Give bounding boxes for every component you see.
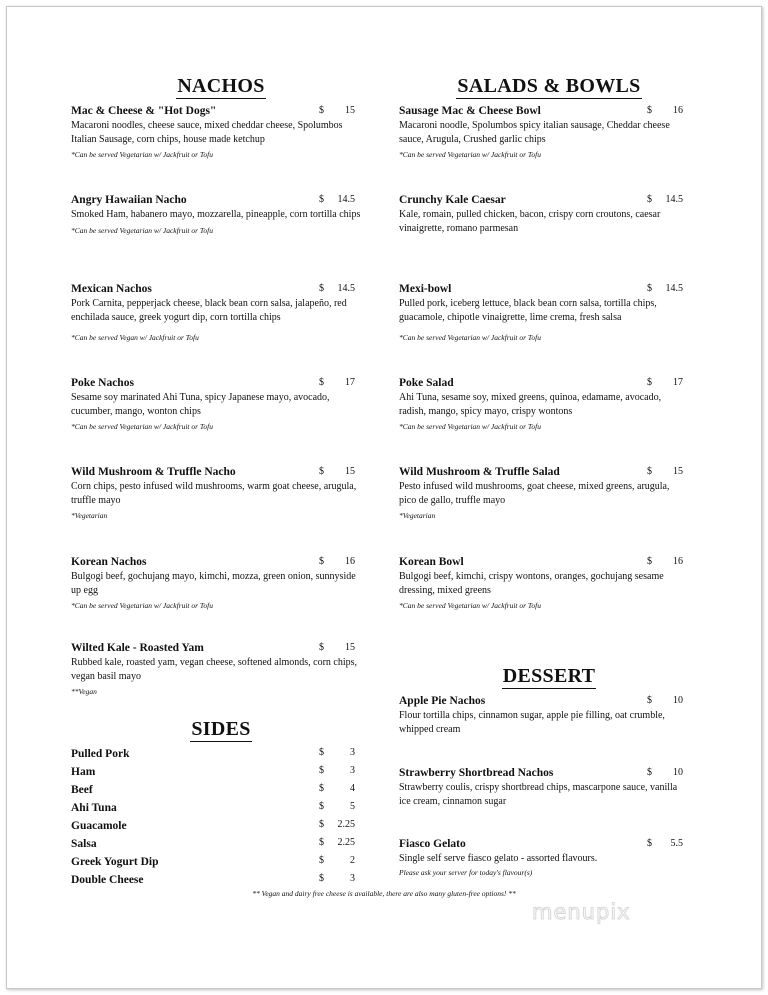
side-item: Salsa $ 2.25: [71, 837, 355, 850]
side-item: Greek Yogurt Dip $ 2: [71, 855, 355, 868]
menu-item: Korean Nachos $ 16 Bulgogi beef, gochujang mayo, kimchi, mozza, green onion, sunnyside up egg *Can be served Vegetarian w/ Jackfruit or Tofu: [71, 556, 356, 610]
side-item: Ham $ 3: [71, 765, 355, 778]
section-heading-dessert: DESSERT: [502, 665, 596, 687]
menu-item: Mexi-bowl $ 14.5 Pulled pork, iceberg lettuce, black bean corn salsa, tortilla chips, guacamole, chipotle vinaigrette, lime crema, fresh salsa *Can be served Vegetarian w/ Jackfruit or Tofu: [399, 283, 683, 342]
item-price: 15: [345, 105, 355, 116]
item-price: 10: [673, 695, 683, 706]
menu-item: Wild Mushroom & Truffle Salad $ 15 Pesto infused wild mushrooms, goat cheese, mixed greens, arugula, pico de gallo, truffle mayo *Vegetarian: [399, 466, 683, 520]
section-heading-salads: SALADS & BOWLS: [457, 75, 641, 97]
item-price: 5.5: [670, 838, 683, 849]
menu-item: Mexican Nachos $ 14.5 Pork Carnita, pepperjack cheese, black bean corn salsa, jalapeño, red enchilada sauce, greek yogurt dip, corn tortilla chips *Can be served Vegan w/ Jackfruit or Tofu: [71, 283, 355, 342]
item-price: 10: [673, 767, 683, 778]
menu-item: Korean Bowl $ 16 Bulgogi beef, kimchi, crispy wontons, oranges, gochujang sesame dressing, mixed greens *Can be served Vegetarian w/ Jackfruit or Tofu: [399, 556, 683, 610]
item-price: 14.5: [665, 194, 683, 205]
item-price: 17: [673, 377, 683, 388]
menu-item: Wilted Kale - Roasted Yam $ 15 Rubbed kale, roasted yam, vegan cheese, softened almonds, corn chips, vegan basil mayo **Vegan: [71, 642, 358, 696]
item-price: 14.5: [337, 194, 355, 205]
side-item: Pulled Pork $ 3: [71, 747, 355, 760]
item-price: 15: [345, 466, 355, 477]
item-price: 14.5: [665, 283, 683, 294]
side-item: Ahi Tuna $ 5: [71, 801, 355, 814]
section-heading-sides: SIDES: [191, 718, 251, 740]
footer-note: ** Vegan and dairy free cheese is available, there are also many gluten-free options! **: [252, 889, 516, 898]
item-price: 15: [673, 466, 683, 477]
side-item: Beef $ 4: [71, 783, 355, 796]
section-heading-nachos: NACHOS: [177, 75, 265, 97]
menu-item: Sausage Mac & Cheese Bowl $ 16 Macaroni noodle, Spolumbos spicy italian sausage, Cheddar cheese sauce, Arugula, Crushed garlic chips *Can be served Vegetarian w/ Jackfruit or Tofu: [399, 105, 683, 159]
menu-item: Poke Nachos $ 17 Sesame soy marinated Ahi Tuna, spicy Japanese mayo, avocado, cucumber, mango, wonton chips *Can be served Vegetarian w/ Jackfruit or Tofu: [71, 377, 355, 431]
item-price: 15: [345, 642, 355, 653]
watermark: menupix: [532, 900, 631, 924]
menu-item: Crunchy Kale Caesar $ 14.5 Kale, romain, pulled chicken, bacon, crispy corn croutons, caesar vinaigrette, romano parmesan: [399, 194, 683, 234]
side-item: Guacamole $ 2.25: [71, 819, 355, 832]
menu-item: Mac & Cheese & "Hot Dogs" $ 15 Macaroni noodles, cheese sauce, mixed cheddar cheese, Spolumbos Italian Sausage, corn chips, house made ketchup *Can be served Vegetarian w/ Jackfruit or Tofu: [71, 105, 355, 159]
menu-item: Fiasco Gelato $ 5.5 Single self serve fiasco gelato - assorted flavours. Please ask your server for today's flavour(s): [399, 838, 683, 877]
menu-item: Wild Mushroom & Truffle Nacho $ 15 Corn chips, pesto infused wild mushrooms, warm goat cheese, arugula, truffle mayo *Vegetarian: [71, 466, 357, 520]
menu-item: Angry Hawaiian Nacho $ 14.5 Smoked Ham, habanero mayo, mozzarella, pineapple, corn tortilla chips *Can be served Vegetarian w/ Jackfruit or Tofu: [71, 194, 361, 235]
item-price: 16: [673, 556, 683, 567]
menu-item: Apple Pie Nachos $ 10 Flour tortilla chips, cinnamon sugar, apple pie filling, oat crumble, whipped cream: [399, 695, 683, 735]
item-price: 16: [345, 556, 355, 567]
menu-item: Strawberry Shortbread Nachos $ 10 Strawberry coulis, crispy shortbread chips, mascarpone sauce, vanilla ice cream, cinnamon sugar: [399, 767, 683, 807]
menu-item: Poke Salad $ 17 Ahi Tuna, sesame soy, mixed greens, quinoa, edamame, avocado, radish, mango, spicy mayo, crispy wontons *Can be served Vegetarian w/ Jackfruit or Tofu: [399, 377, 683, 431]
item-price: 17: [345, 377, 355, 388]
item-price: 16: [673, 105, 683, 116]
item-price: 14.5: [337, 283, 355, 294]
side-item: Double Cheese $ 3: [71, 873, 355, 886]
